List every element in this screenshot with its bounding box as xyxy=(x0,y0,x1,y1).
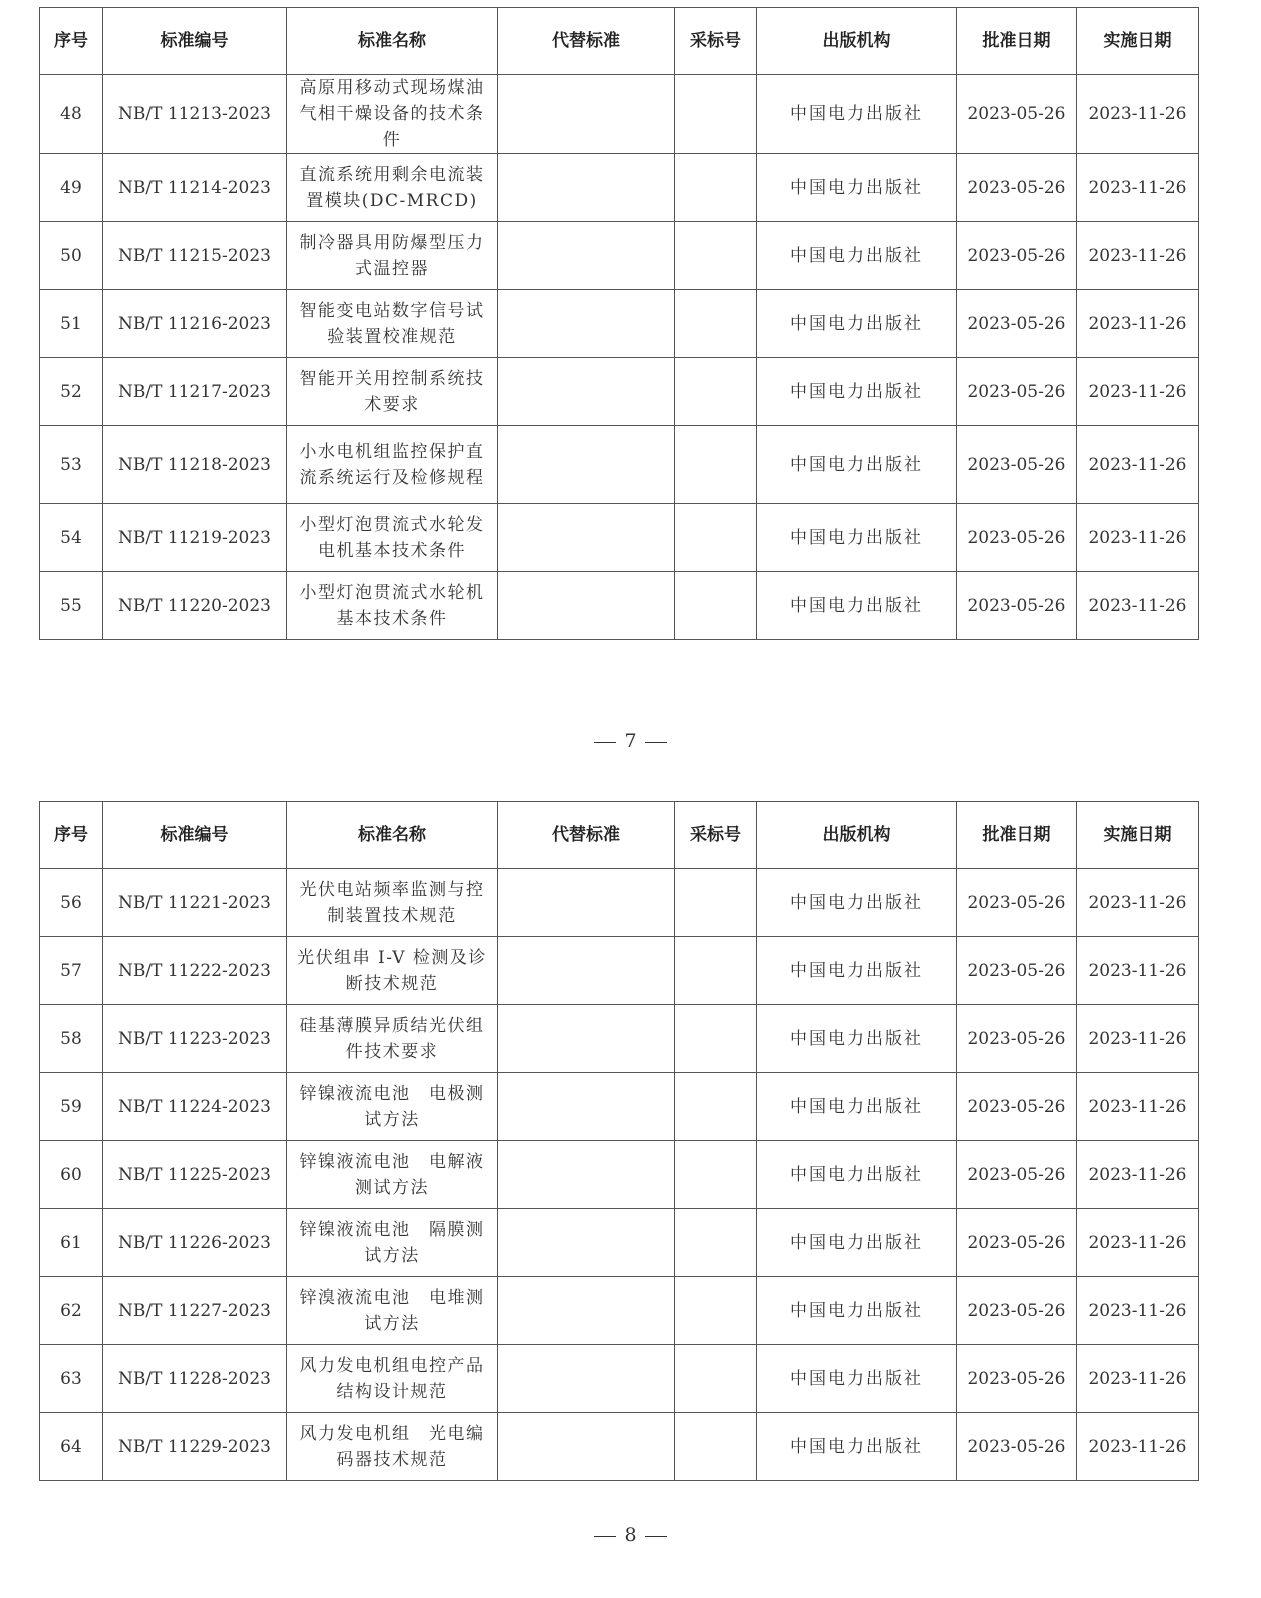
row-publisher: 中国电力出版社 xyxy=(757,504,957,572)
table-row xyxy=(40,1073,1199,1141)
table-row xyxy=(40,1141,1199,1209)
table-row xyxy=(40,937,1199,1005)
row-no: 57 xyxy=(40,937,103,1005)
col-header-approve-date: 批准日期 xyxy=(957,8,1077,75)
row-name: 智能开关用控制系统技术要求 xyxy=(287,358,498,426)
row-adopt xyxy=(675,1141,757,1209)
row-publisher: 中国电力出版社 xyxy=(757,222,957,290)
row-name: 小型灯泡贯流式水轮机基本技术条件 xyxy=(287,572,498,640)
row-adopt xyxy=(675,1005,757,1073)
row-replace xyxy=(498,75,675,154)
row-approve-date: 2023-05-26 xyxy=(957,154,1077,222)
row-replace xyxy=(498,1413,675,1481)
row-approve-date: 2023-05-26 xyxy=(957,1209,1077,1277)
row-name: 制冷器具用防爆型压力式温控器 xyxy=(287,222,498,290)
row-approve-date: 2023-05-26 xyxy=(957,1413,1077,1481)
standards-table-page-8 xyxy=(39,801,1199,1481)
row-implement-date: 2023-11-26 xyxy=(1077,1073,1199,1141)
row-code: NB/T 11226-2023 xyxy=(103,1209,287,1277)
row-code: NB/T 11215-2023 xyxy=(103,222,287,290)
row-no: 50 xyxy=(40,222,103,290)
row-publisher: 中国电力出版社 xyxy=(757,426,957,504)
col-header-adopt: 采标号 xyxy=(675,802,757,869)
row-adopt xyxy=(675,1413,757,1481)
row-code: NB/T 11217-2023 xyxy=(103,358,287,426)
row-adopt xyxy=(675,426,757,504)
row-code: NB/T 11224-2023 xyxy=(103,1073,287,1141)
row-adopt xyxy=(675,504,757,572)
row-name: 光伏电站频率监测与控制装置技术规范 xyxy=(287,869,498,937)
row-replace xyxy=(498,154,675,222)
page-number-7 xyxy=(0,730,1261,752)
col-header-replace: 代替标准 xyxy=(498,8,675,75)
row-implement-date: 2023-11-26 xyxy=(1077,1277,1199,1345)
row-no: 60 xyxy=(40,1141,103,1209)
row-replace xyxy=(498,1073,675,1141)
row-implement-date: 2023-11-26 xyxy=(1077,1345,1199,1413)
row-name: 光伏组串 I-V 检测及诊断技术规范 xyxy=(287,937,498,1005)
col-header-code: 标准编号 xyxy=(103,802,287,869)
row-implement-date: 2023-11-26 xyxy=(1077,154,1199,222)
row-adopt xyxy=(675,154,757,222)
row-adopt xyxy=(675,358,757,426)
row-adopt xyxy=(675,1277,757,1345)
row-publisher: 中国电力出版社 xyxy=(757,1345,957,1413)
row-adopt xyxy=(675,1345,757,1413)
row-replace xyxy=(498,937,675,1005)
row-publisher: 中国电力出版社 xyxy=(757,358,957,426)
row-implement-date: 2023-11-26 xyxy=(1077,937,1199,1005)
row-implement-date: 2023-11-26 xyxy=(1077,358,1199,426)
col-header-adopt: 采标号 xyxy=(675,8,757,75)
row-code: NB/T 11216-2023 xyxy=(103,290,287,358)
col-header-replace: 代替标准 xyxy=(498,802,675,869)
row-approve-date: 2023-05-26 xyxy=(957,222,1077,290)
row-no: 63 xyxy=(40,1345,103,1413)
row-no: 55 xyxy=(40,572,103,640)
row-no: 51 xyxy=(40,290,103,358)
row-approve-date: 2023-05-26 xyxy=(957,1005,1077,1073)
row-publisher: 中国电力出版社 xyxy=(757,154,957,222)
table-row xyxy=(40,75,1199,154)
table-row xyxy=(40,1277,1199,1345)
row-publisher: 中国电力出版社 xyxy=(757,572,957,640)
row-publisher: 中国电力出版社 xyxy=(757,1073,957,1141)
row-code: NB/T 11229-2023 xyxy=(103,1413,287,1481)
page-number-8 xyxy=(0,1524,1261,1546)
row-no: 54 xyxy=(40,504,103,572)
row-implement-date: 2023-11-26 xyxy=(1077,504,1199,572)
col-header-implement-date: 实施日期 xyxy=(1077,8,1199,75)
row-publisher: 中国电力出版社 xyxy=(757,1209,957,1277)
row-implement-date: 2023-11-26 xyxy=(1077,290,1199,358)
dash-left xyxy=(594,742,616,743)
row-implement-date: 2023-11-26 xyxy=(1077,1209,1199,1277)
col-header-publisher: 出版机构 xyxy=(757,802,957,869)
row-implement-date: 2023-11-26 xyxy=(1077,75,1199,154)
col-header-no: 序号 xyxy=(40,8,103,75)
row-adopt xyxy=(675,937,757,1005)
row-approve-date: 2023-05-26 xyxy=(957,1073,1077,1141)
table-row xyxy=(40,572,1199,640)
table-row xyxy=(40,154,1199,222)
row-no: 56 xyxy=(40,869,103,937)
row-adopt xyxy=(675,572,757,640)
row-replace xyxy=(498,1345,675,1413)
col-header-publisher: 出版机构 xyxy=(757,8,957,75)
row-adopt xyxy=(675,222,757,290)
col-header-name: 标准名称 xyxy=(287,8,498,75)
row-publisher: 中国电力出版社 xyxy=(757,869,957,937)
row-publisher: 中国电力出版社 xyxy=(757,290,957,358)
row-implement-date: 2023-11-26 xyxy=(1077,1005,1199,1073)
row-replace xyxy=(498,358,675,426)
page-number-text: 7 xyxy=(624,730,637,752)
row-name: 小水电机组监控保护直流系统运行及检修规程 xyxy=(287,426,498,504)
row-code: NB/T 11223-2023 xyxy=(103,1005,287,1073)
row-no: 62 xyxy=(40,1277,103,1345)
row-approve-date: 2023-05-26 xyxy=(957,426,1077,504)
col-header-name: 标准名称 xyxy=(287,802,498,869)
row-code: NB/T 11220-2023 xyxy=(103,572,287,640)
row-replace xyxy=(498,222,675,290)
row-code: NB/T 11221-2023 xyxy=(103,869,287,937)
row-replace xyxy=(498,869,675,937)
table-header-row xyxy=(40,8,1199,75)
row-replace xyxy=(498,1209,675,1277)
row-replace xyxy=(498,572,675,640)
row-name: 风力发电机组电控产品结构设计规范 xyxy=(287,1345,498,1413)
col-header-code: 标准编号 xyxy=(103,8,287,75)
row-adopt xyxy=(675,290,757,358)
row-name: 硅基薄膜异质结光伏组件技术要求 xyxy=(287,1005,498,1073)
row-adopt xyxy=(675,75,757,154)
table-row xyxy=(40,1413,1199,1481)
dash-left xyxy=(594,1536,616,1537)
row-approve-date: 2023-05-26 xyxy=(957,1141,1077,1209)
dash-right xyxy=(645,742,667,743)
row-replace xyxy=(498,426,675,504)
row-publisher: 中国电力出版社 xyxy=(757,75,957,154)
row-publisher: 中国电力出版社 xyxy=(757,1005,957,1073)
row-no: 53 xyxy=(40,426,103,504)
page-number-text: 8 xyxy=(624,1524,637,1546)
row-code: NB/T 11213-2023 xyxy=(103,75,287,154)
dash-right xyxy=(645,1536,667,1537)
row-name: 直流系统用剩余电流装置模块(DC-MRCD) xyxy=(287,154,498,222)
row-implement-date: 2023-11-26 xyxy=(1077,869,1199,937)
row-replace xyxy=(498,1141,675,1209)
row-name: 锌溴液流电池 电堆测试方法 xyxy=(287,1277,498,1345)
table-row xyxy=(40,1005,1199,1073)
row-no: 59 xyxy=(40,1073,103,1141)
row-implement-date: 2023-11-26 xyxy=(1077,426,1199,504)
row-code: NB/T 11214-2023 xyxy=(103,154,287,222)
row-no: 58 xyxy=(40,1005,103,1073)
row-name: 高原用移动式现场煤油气相干燥设备的技术条件 xyxy=(287,75,498,154)
table-row xyxy=(40,1345,1199,1413)
row-publisher: 中国电力出版社 xyxy=(757,937,957,1005)
row-implement-date: 2023-11-26 xyxy=(1077,572,1199,640)
col-header-approve-date: 批准日期 xyxy=(957,802,1077,869)
row-adopt xyxy=(675,1209,757,1277)
row-implement-date: 2023-11-26 xyxy=(1077,222,1199,290)
table-row xyxy=(40,869,1199,937)
row-name: 智能变电站数字信号试验装置校准规范 xyxy=(287,290,498,358)
row-name: 风力发电机组 光电编码器技术规范 xyxy=(287,1413,498,1481)
row-approve-date: 2023-05-26 xyxy=(957,1345,1077,1413)
row-code: NB/T 11219-2023 xyxy=(103,504,287,572)
table-row xyxy=(40,504,1199,572)
row-adopt xyxy=(675,869,757,937)
row-name: 锌镍液流电池 电解液测试方法 xyxy=(287,1141,498,1209)
row-no: 64 xyxy=(40,1413,103,1481)
row-name: 小型灯泡贯流式水轮发电机基本技术条件 xyxy=(287,504,498,572)
row-approve-date: 2023-05-26 xyxy=(957,75,1077,154)
row-adopt xyxy=(675,1073,757,1141)
row-no: 49 xyxy=(40,154,103,222)
row-publisher: 中国电力出版社 xyxy=(757,1141,957,1209)
standards-table-page-7 xyxy=(39,7,1199,640)
row-replace xyxy=(498,1277,675,1345)
row-no: 48 xyxy=(40,75,103,154)
row-code: NB/T 11218-2023 xyxy=(103,426,287,504)
row-name: 锌镍液流电池 隔膜测试方法 xyxy=(287,1209,498,1277)
row-implement-date: 2023-11-26 xyxy=(1077,1413,1199,1481)
row-approve-date: 2023-05-26 xyxy=(957,937,1077,1005)
row-approve-date: 2023-05-26 xyxy=(957,869,1077,937)
table-row xyxy=(40,222,1199,290)
row-approve-date: 2023-05-26 xyxy=(957,358,1077,426)
row-approve-date: 2023-05-26 xyxy=(957,1277,1077,1345)
row-publisher: 中国电力出版社 xyxy=(757,1413,957,1481)
row-replace xyxy=(498,1005,675,1073)
row-approve-date: 2023-05-26 xyxy=(957,290,1077,358)
row-publisher: 中国电力出版社 xyxy=(757,1277,957,1345)
row-code: NB/T 11227-2023 xyxy=(103,1277,287,1345)
row-approve-date: 2023-05-26 xyxy=(957,572,1077,640)
col-header-implement-date: 实施日期 xyxy=(1077,802,1199,869)
row-approve-date: 2023-05-26 xyxy=(957,504,1077,572)
row-no: 52 xyxy=(40,358,103,426)
table-row xyxy=(40,358,1199,426)
row-name: 锌镍液流电池 电极测试方法 xyxy=(287,1073,498,1141)
row-replace xyxy=(498,504,675,572)
row-no: 61 xyxy=(40,1209,103,1277)
table-row xyxy=(40,426,1199,504)
table-row xyxy=(40,290,1199,358)
row-replace xyxy=(498,290,675,358)
table-row xyxy=(40,1209,1199,1277)
table-header-row xyxy=(40,802,1199,869)
row-code: NB/T 11225-2023 xyxy=(103,1141,287,1209)
row-code: NB/T 11228-2023 xyxy=(103,1345,287,1413)
row-implement-date: 2023-11-26 xyxy=(1077,1141,1199,1209)
row-code: NB/T 11222-2023 xyxy=(103,937,287,1005)
col-header-no: 序号 xyxy=(40,802,103,869)
